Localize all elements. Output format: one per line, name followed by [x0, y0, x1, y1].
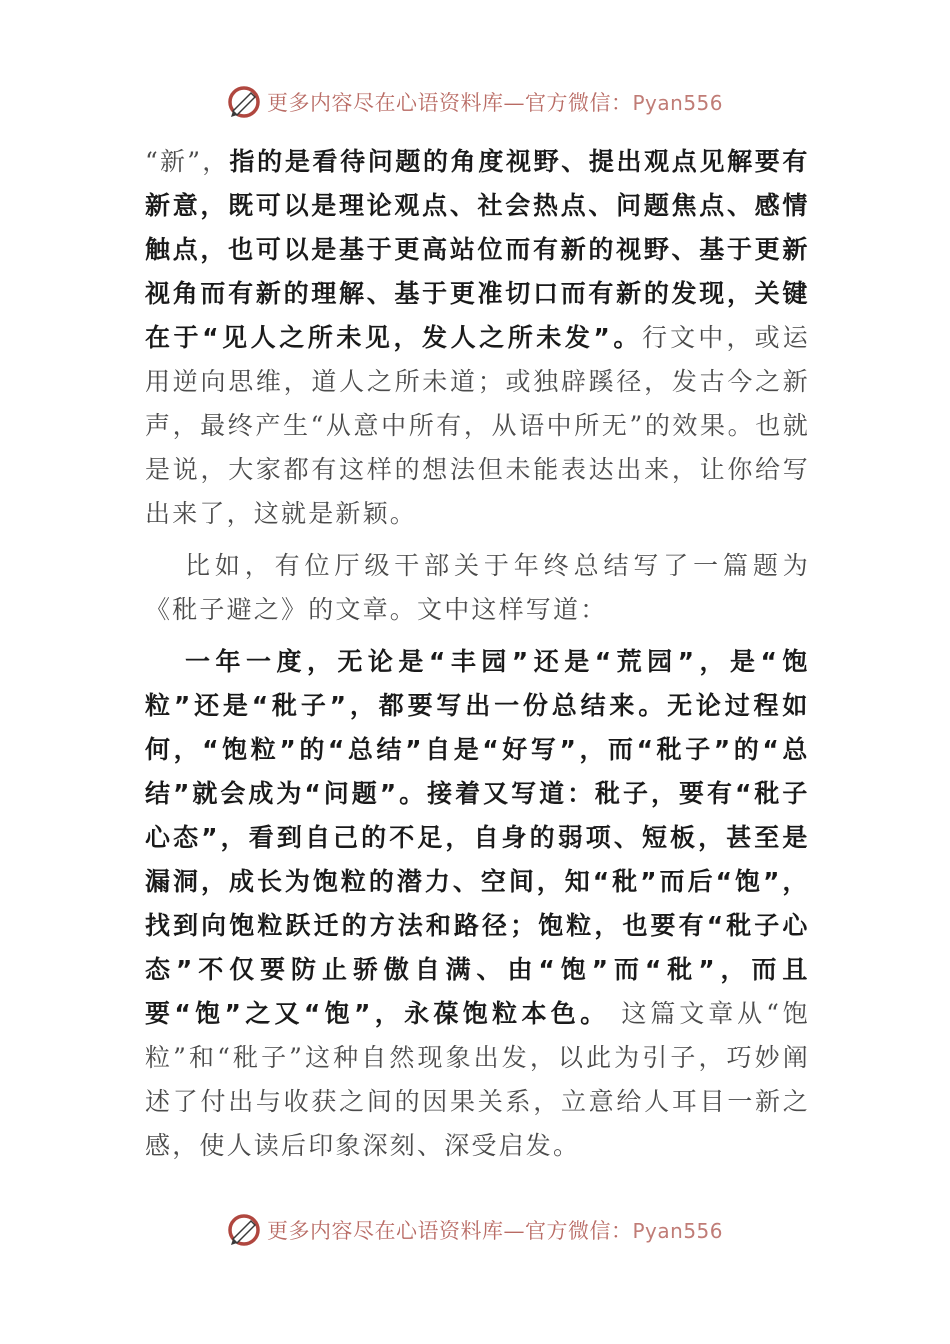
paragraph-3	[145, 640, 810, 1168]
paragraph-2	[145, 544, 810, 632]
footer-banner-text	[267, 1215, 723, 1245]
footer-banner-contact: Pyan556	[632, 1219, 723, 1243]
header-banner-contact: Pyan556	[632, 91, 723, 115]
paragraph-3-segment-2: 这篇文章从“饱粒”和“秕子”这种自然现象出发，以此为引子，巧妙阐述了付出与收获之间的因果关系，立意给人耳目一新之感，使人读后印象深刻、深受启发。	[145, 999, 811, 1160]
paragraph-3-segment-1: 一年一度，无论是“丰园”还是“荒园”，是“饱粒”还是“秕子”，都要写出一份总结来。无论过程如何，“饱粒”的“总结”自是“好写”，而“秕子”的“总结”就会成为“问题”。接着又写道：秕子，要有“秕子心态”，看到自己的不足，自身的弱项、短板，甚至是漏洞，成长为饱粒的潜力、空间，知“秕”而后“饱”，找到向饱粒跃迁的方法和路径；饱粒，也要有“秕子心态”不仅要防止骄傲自满、由“饱”而“秕”，而且要“饱”之又“饱”，永葆饱粒本色。	[145, 647, 810, 1028]
paragraph-1-segment-1: “新”，	[145, 147, 230, 176]
header-banner-label: 更多内容尽在心语资料库—官方微信：	[266, 91, 633, 115]
pen-logo-icon	[227, 1213, 261, 1247]
header-banner	[0, 82, 950, 122]
document-body	[145, 140, 810, 1168]
footer-banner-label: 更多内容尽在心语资料库—官方微信：	[266, 1219, 633, 1243]
pen-logo-icon	[227, 85, 261, 119]
paragraph-1-segment-3: 行文中，或运用逆向思维，道人之所未道；或独辟蹊径，发古今之新声，最终产生“从意中所有，从语中所无”的效果。也就是说，大家都有这样的想法但未能表达出来，让你给写出来了，这就是新颖。	[145, 323, 810, 528]
paragraph-1	[145, 140, 810, 536]
paragraph-1-segment-2: 指的是看待问题的角度视野、提出观点见解要有新意，既可以是理论观点、社会热点、问题焦点、感情触点，也可以是基于更高站位而有新的视野、基于更新视角而有新的理解、基于更准切口而有新的发现，关键在于“见人之所未见，发人之所未发”。	[145, 147, 810, 352]
footer-banner	[0, 1210, 950, 1250]
paragraph-2-segment-1: 比如，有位厅级干部关于年终总结写了一篇题为《秕子避之》的文章。文中这样写道：	[145, 551, 810, 624]
header-banner-text	[267, 87, 723, 117]
